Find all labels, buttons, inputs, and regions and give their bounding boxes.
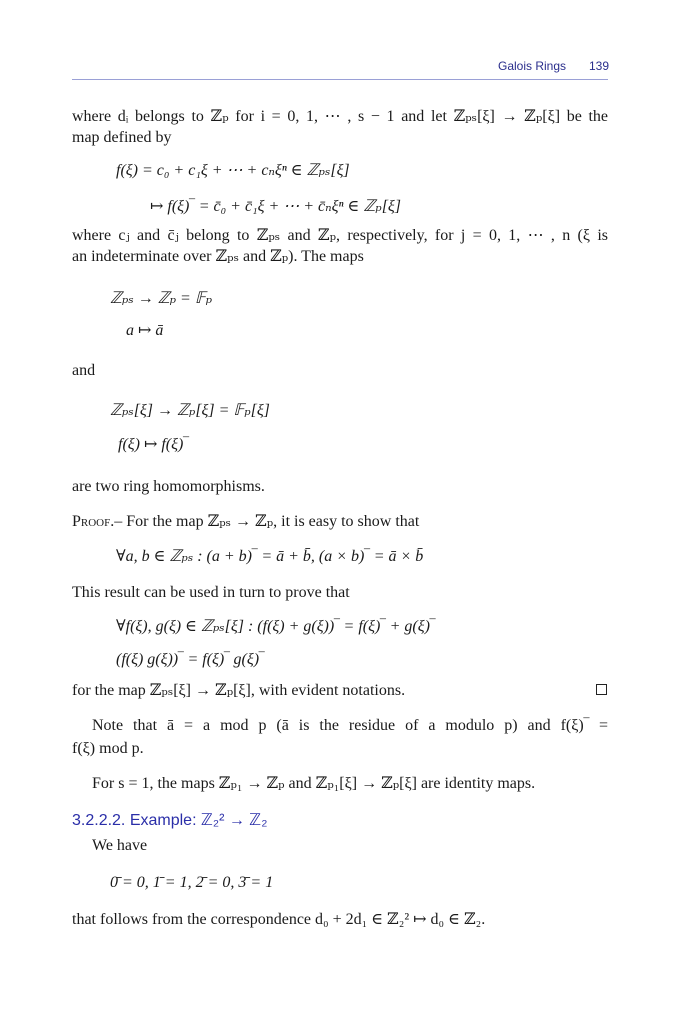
equation-1-line-1: f(ξ) = c₀ + c₁ξ + ⋯ + cₙξⁿ ∈ ℤₚₛ[ξ] [116,162,350,179]
paragraph-8: We have [92,837,148,854]
equation-2-line-1: ℤₚₛ → ℤₚ = 𝔽ₚ [110,290,212,307]
paragraph-2-line-2: an indeterminate over ℤₚₛ and ℤₚ). The maps [72,248,364,265]
paragraph-1-line-2: map defined by [72,129,172,146]
proof-text: – For the map ℤₚₛ → ℤₚ, it is easy to show that [114,513,420,530]
paragraph-6-line-1: Note that ā = a mod p (ā is the residue of a modulo p) and f(ξ)‾ = [92,717,608,734]
proof-paragraph [72,512,419,532]
equation-3-line-2: f(ξ) ↦ f(ξ)‾ [118,436,189,453]
qed-box [596,684,607,695]
paragraph-6-line-2: f(ξ) mod p. [72,740,144,757]
paragraph-9: that follows from the correspondence d₀ + 2d₁ ∈ ℤ₂² ↦ d₀ ∈ ℤ₂. [72,911,486,928]
equation-3-line-1: ℤₚₛ[ξ] → ℤₚ[ξ] = 𝔽ₚ[ξ] [110,402,270,419]
example-heading: 3.2.2.2. Example: ℤ₂² → ℤ₂ [72,812,268,829]
paragraph-2-line-1: where cⱼ and c̄ⱼ belong to ℤₚₛ and ℤₚ, respectively, for j = 0, 1, ⋯ , n (ξ is [72,227,608,244]
equation-4: ∀a, b ∈ ℤₚₛ : (a + b)‾ = ā + b̄, (a × b)‾ = ā × b̄ [116,548,424,565]
paragraph-4: This result can be used in turn to prove that [72,584,350,601]
proof-label: Proof. [72,513,115,530]
paragraph-5: for the map ℤₚₛ[ξ] → ℤₚ[ξ], with evident notations. [72,682,406,699]
header-rule [72,79,608,80]
paragraph-1-line-1: where dᵢ belongs to ℤₚ for i = 0, 1, ⋯ , s − 1 and let ℤₚₛ[ξ] → ℤₚ[ξ] be the [72,108,608,125]
paragraph-7: For s = 1, the maps ℤₚ₁ → ℤₚ and ℤₚ₁[ξ] → ℤₚ[ξ] are identity maps. [92,775,536,792]
running-title: Galois Rings [498,59,567,73]
equation-2-line-2: a ↦ ā [126,322,164,339]
and-text: and [72,362,96,379]
equation-5-line-1: ∀f(ξ), g(ξ) ∈ ℤₚₛ[ξ] : (f(ξ) + g(ξ))‾ = f(ξ)‾ + g(ξ)‾ [116,618,436,635]
paragraph-3: are two ring homomorphisms. [72,478,265,495]
equation-5-line-2: (f(ξ) g(ξ))‾ = f(ξ)‾ g(ξ)‾ [116,651,265,668]
equation-1-line-2: ↦ f(ξ)‾ = c̄₀ + c̄₁ξ + ⋯ + c̄ₙξⁿ ∈ ℤₚ[ξ] [150,198,401,215]
page-number: 139 [589,59,610,73]
equation-6: 0̄ = 0, 1̄ = 1, 2̄ = 0, 3̄ = 1 [110,874,274,891]
